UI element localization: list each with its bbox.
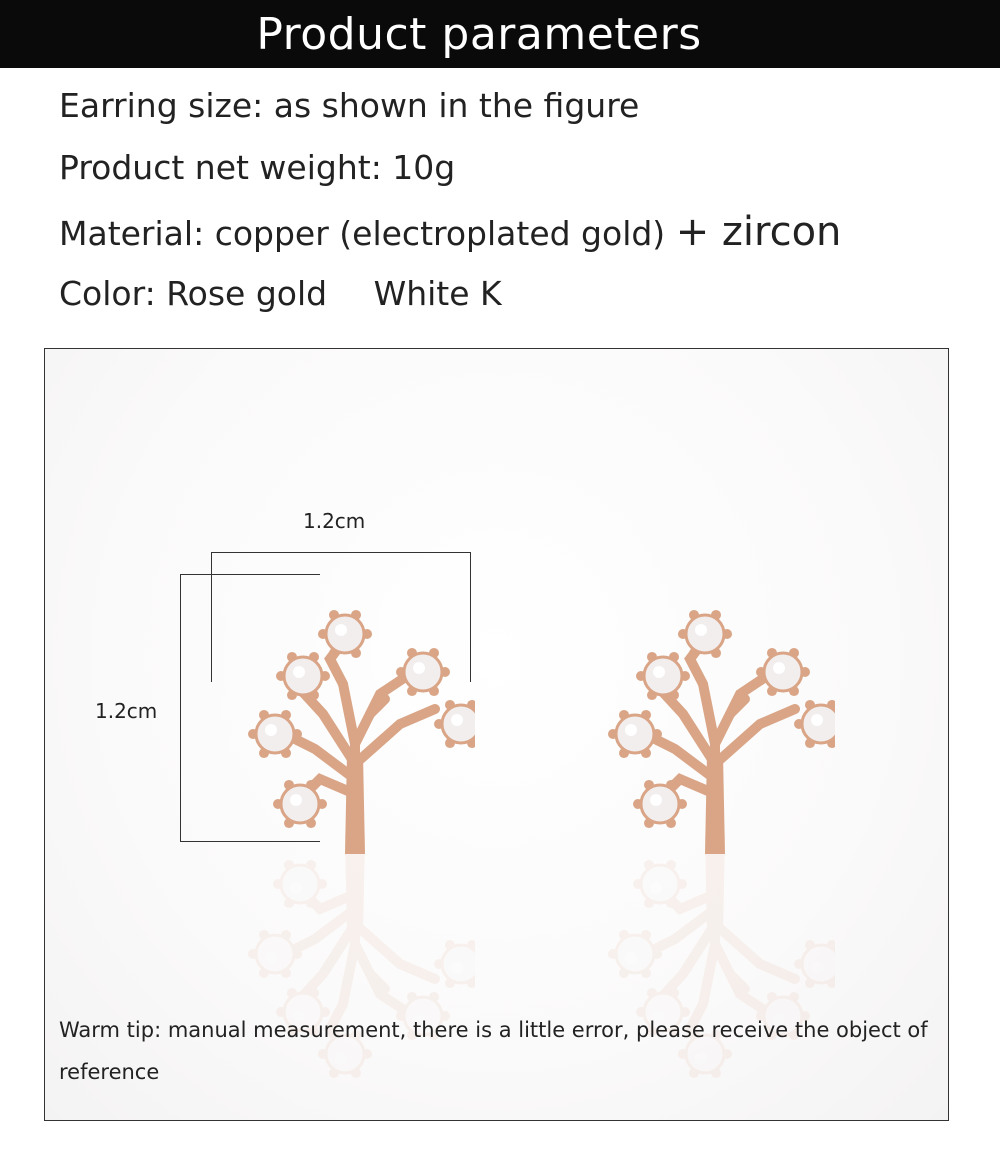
param-color [59, 274, 502, 313]
param-net-weight: Product net weight: 10g [59, 148, 456, 187]
color-option-rose-gold: Rose gold [166, 274, 328, 313]
product-figure-frame [44, 348, 949, 1121]
page-title: Product parameters [256, 8, 702, 60]
material-label: Material: [59, 214, 205, 253]
color-option-white-k: White K [373, 274, 502, 313]
param-material [59, 209, 841, 255]
warm-tip-note: Warm tip: manual measurement, there is a little error, please receive the object of reference [59, 1018, 928, 1084]
param-earring-size: Earring size: as shown in the figure [59, 86, 640, 125]
header-bar [0, 0, 1000, 68]
tree-earring-left-image [205, 564, 475, 854]
width-dimension-label: 1.2cm [303, 509, 366, 533]
material-extra: + zircon [675, 209, 842, 255]
tree-earring-right-image [565, 564, 835, 854]
material-value: copper (electroplated gold) [214, 214, 666, 253]
height-dimension-label: 1.2cm [95, 699, 158, 723]
color-label: Color: [59, 274, 156, 313]
